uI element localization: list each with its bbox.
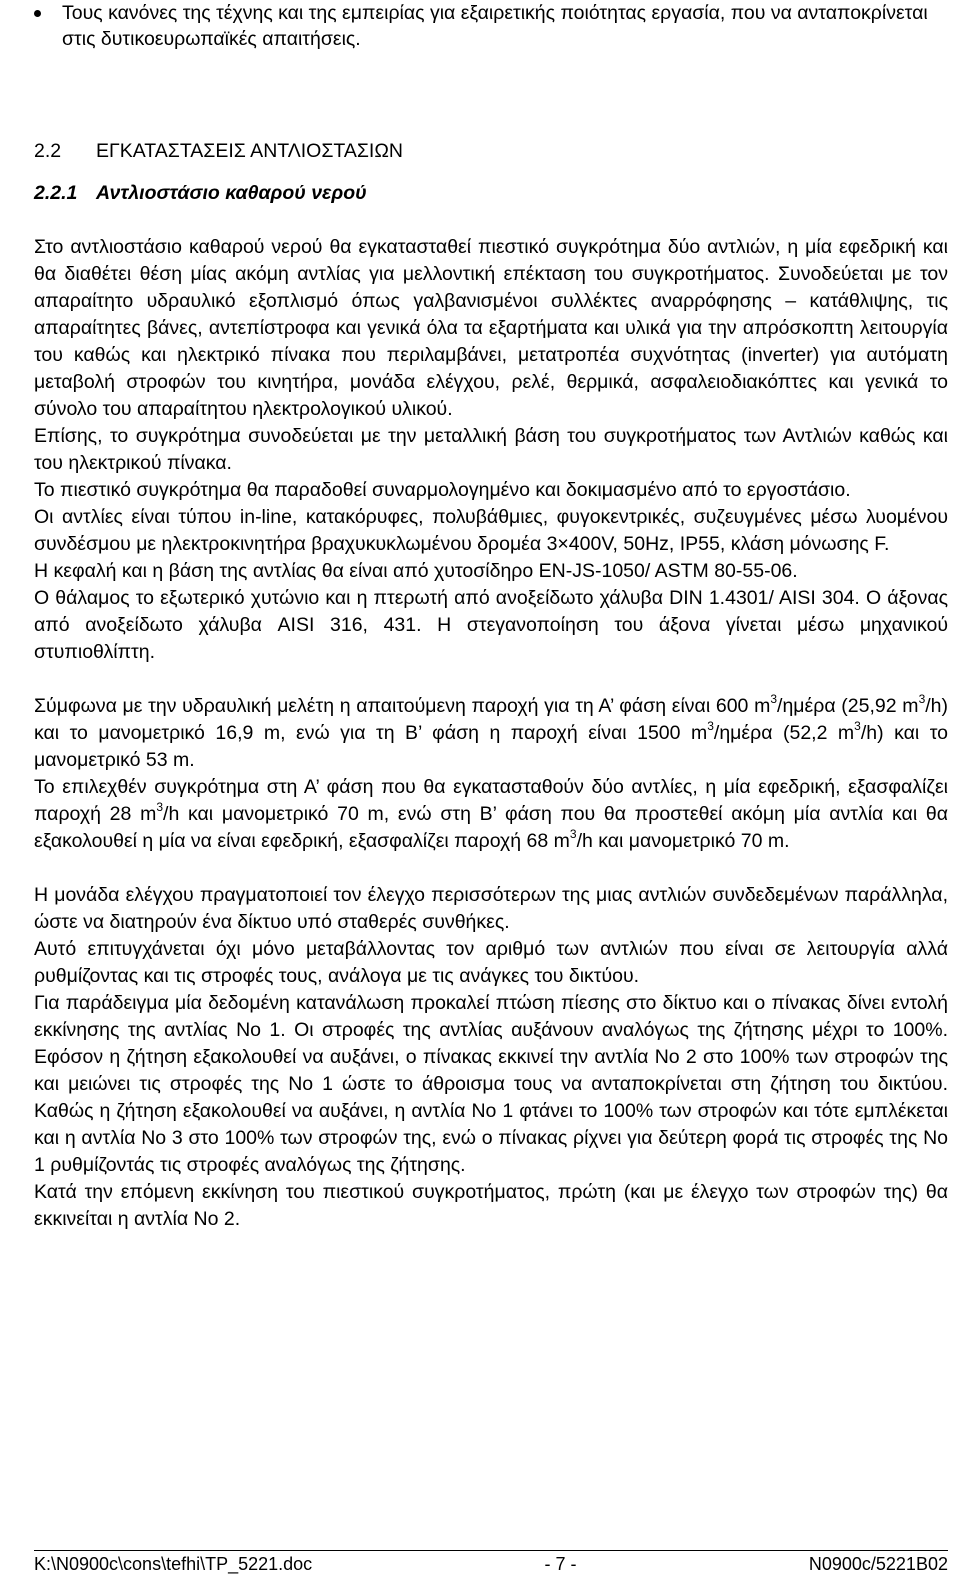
paragraph: Κατά την επόμενη εκκίνηση του πιεστικού συγκροτήματος, πρώτη (και με έλεγχο των στροφών της) θα εκκινείται η αντλία Νο 2. xyxy=(34,1181,948,1230)
bullet-list xyxy=(0,0,948,52)
footer-doc-code: N0900c/5221B02 xyxy=(808,1554,948,1574)
paragraph: Για παράδειγμα μία δεδομένη κατανάλωση προκαλεί πτώση πίεσης στο δίκτυο και ο πίνακας δίνει εντολή εκκίνησης της αντλίας Νο 1. Οι στροφές της αντλίας αυξάνουν αναλόγως της ζήτησης μέχρι το 100%. Εφόσον η ζήτηση εξακολουθεί να αυξάνει, ο πίνακας εκκινεί την αντλία Νο 2 στο 100% των στροφών της και μειώνει τις στροφές της Νο 1 ώστε το άθροισμα τους να ανταποκρίνεται στη ζήτηση του δικτύου. Καθώς η ζήτηση εξακολουθεί να αυξάνει, η αντλία Νο 1 φτάνει το 100% των στροφών και τότε εμπλέκεται και η αντλία Νο 3 στο 100% των στροφών της, ενώ ο πίνακας ρίχνει για δεύτερη φορά τις στροφές της Νο 1 ρυθμίζοντάς τις στροφές αναλόγως της ζήτησης. xyxy=(34,992,948,1176)
footer-file-path: K:\N0900c\cons\tefhi\TP_5221.doc xyxy=(34,1554,313,1574)
paragraph: Ο θάλαμος το εξωτερικό χυτώνιο και η πτερωτή από ανοξείδωτο χάλυβα DIN 1.4301/ AISI 304. Ο άξονας από ανοξείδωτο χάλυβα AISI 316, 431. Η στεγανοποίηση του άξονα γίνεται μέσω μηχανικού στυπιοθλίπτη. xyxy=(34,587,948,663)
subsection-title: Αντλιοστάσιο καθαρού νερού xyxy=(96,182,367,204)
page-footer xyxy=(34,1550,948,1575)
section-title: ΕΓΚΑΤΑΣΤΑΣΕΙΣ ΑΝΤΛΙΟΣΤΑΣΙΩΝ xyxy=(96,140,404,162)
bullet-dot-icon xyxy=(34,10,41,17)
body-text xyxy=(34,234,948,1233)
section-heading xyxy=(34,138,403,164)
paragraph: Αυτό επιτυγχάνεται όχι μόνο μεταβάλλοντας τον αριθμό των αντλιών που είναι σε λειτουργία αλλά ρυθμίζοντας και τις στροφές τους, ανάλογα με τις ανάγκες του δικτύου. xyxy=(34,938,948,987)
bullet-item xyxy=(0,0,948,52)
paragraph: Η κεφαλή και η βάση της αντλίας θα είναι από χυτοσίδηρο EN-JS-1050/ ASTM 80-55-06. xyxy=(34,560,798,582)
paragraph: Η μονάδα ελέγχου πραγματοποιεί τον έλεγχο περισσότερων της μιας αντλιών συνδεδεμένων παράλληλα, ώστε να διατηρούν ένα δίκτυο υπό σταθερές συνθήκες. xyxy=(34,884,948,933)
section-number: 2.2 xyxy=(34,140,62,162)
paragraph: Στο αντλιοστάσιο καθαρού νερού θα εγκατασταθεί πιεστικό συγκρότημα δύο αντλιών, η μία εφεδρική και θα διαθέτει θέση μίας ακόμη αντλίας για μελλοντική επέκταση του συγκροτήματος. Συνοδεύεται με τον απαραίτητο υδραυλικό εξοπλισμό όπως γαλβανισμένοι συλλέκτες αναρρόφησης – κατάθλιψης, τις απαραίτητες βάνες, αντεπίστροφα και γενικά όλα τα εξαρτήματα και υλικά για την απρόσκοπτη λειτουργία του καθώς και ηλεκτρικό πίνακα που περιλαμβάνει, μετατροπέα συχνότητας (inverter) για αυτόματη μεταβολή στροφών του κινητήρα, μονάδα ελέγχου, ρελέ, θερμικά, ασφαλειοδιακόπτες και γενικά το σύνολο του απαραίτητου ηλεκτρολογικού υλικού. xyxy=(34,236,948,420)
subsection-heading xyxy=(34,180,367,206)
footer-page-number: - 7 - xyxy=(544,1554,577,1574)
paragraph: Επίσης, το συγκρότημα συνοδεύεται με την μεταλλική βάση του συγκροτήματος των Αντλιών καθώς και του ηλεκτρικού πίνακα. xyxy=(34,425,948,474)
paragraph: Το πιεστικό συγκρότημα θα παραδοθεί συναρμολογημένο και δοκιμασμένο από το εργοστάσιο. xyxy=(34,479,851,501)
paragraph: Σύμφωνα με την υδραυλική μελέτη η απαιτούμενη παροχή για τη Α’ φάση είναι 600 $m^3$/ημέρα (25,92 $m^3/h$) και το μανομετρικό 16,9 m, ενώ για τη Β’ φάση η παροχή είναι 1500 $m^3$/ημέρα (52,2 $m^3/h$) και το μανομετρικό 53 m. xyxy=(34,691,949,771)
subsection-number: 2.2.1 xyxy=(34,182,78,204)
paragraph: Οι αντλίες είναι τύπου in-line, κατακόρυφες, πολυβάθμιες, φυγοκεντρικές, συζευγμένες μέσω λυομένου συνδέσμου με ηλεκτροκινητήρα βραχυκυκλωμένου δρομέα 3×400V, 50Hz, IP55, κλάση μόνωσης F. xyxy=(34,506,948,555)
bullet-text: Τους κανόνες της τέχνης και της εμπειρίας για εξαιρετικής ποιότητας εργασία, που να ανταποκρίνεται στις δυτικοευρωπαϊκές απαιτήσεις. xyxy=(62,2,928,50)
paragraph: Το επιλεχθέν συγκρότημα στη Α’ φάση που θα εγκατασταθούν δύο αντλίες, η μία εφεδρική, εξασφαλίζει παροχή 28 $m^3/h$ και μανομετρικό 70 m, ενώ στη Β’ φάση που θα προστεθεί ακόμη μία αντλία και θα εξακολουθεί η μία να είναι εφεδρική, εξασφαλίζει παροχή 68 $m^3/h$ και μανομετρικό 70 m. xyxy=(34,776,948,852)
